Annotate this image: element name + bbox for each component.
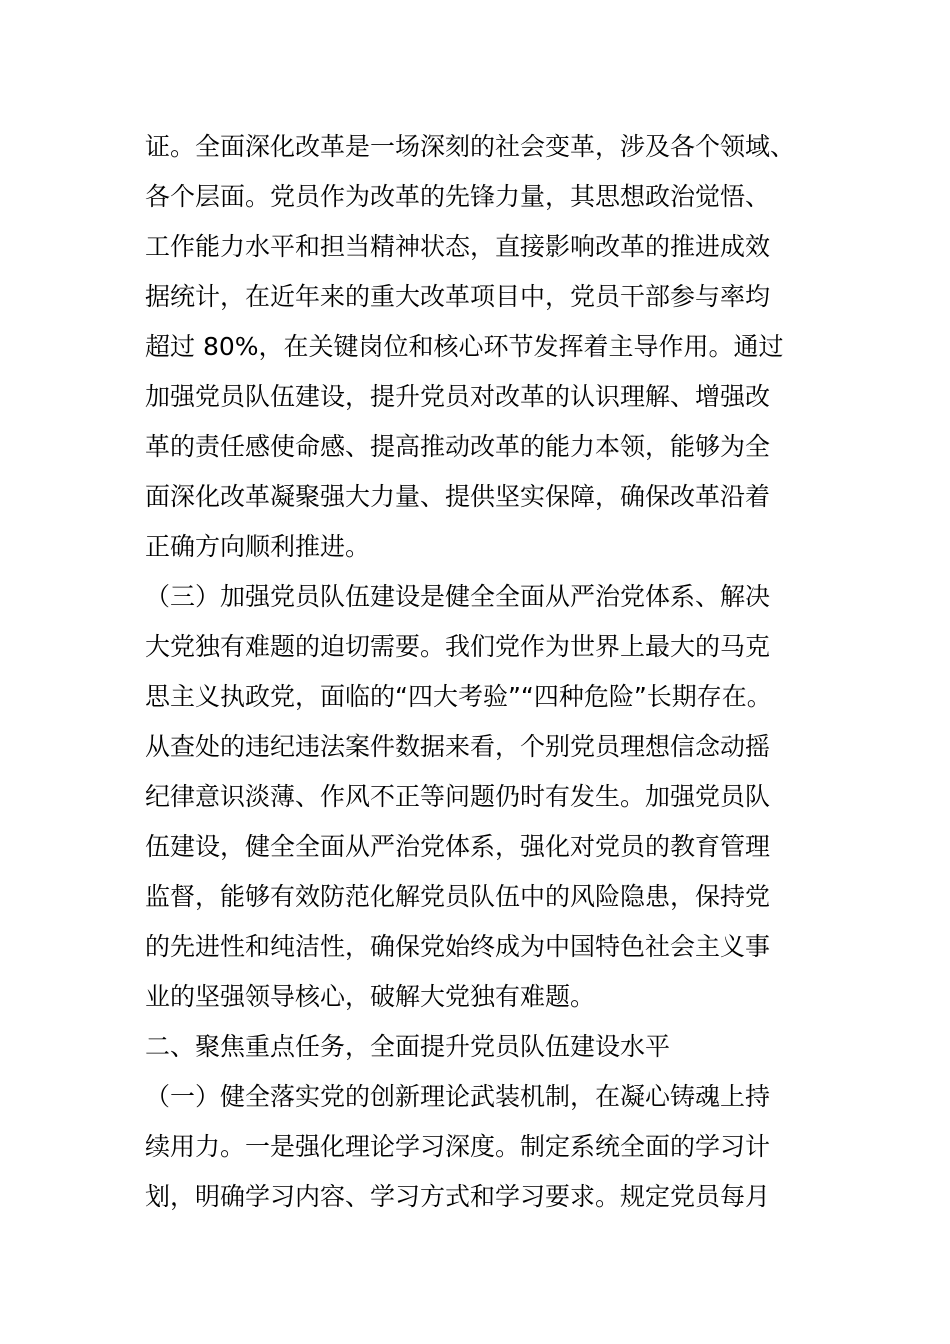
text-line: 续用力。一是强化理论学习深度。制定系统全面的学习计	[145, 1132, 771, 1161]
text-line: 证。全面深化改革是一场深刻的社会变革，涉及各个领域、	[145, 132, 796, 161]
text-line: 加强党员队伍建设，提升党员对改革的认识理解、增强改	[145, 382, 771, 411]
text-line: 超过 80%，在关键岗位和核心环节发挥着主导作用。通过	[145, 332, 784, 361]
text-line: 划，明确学习内容、学习方式和学习要求。规定党员每月	[145, 1182, 771, 1211]
section-heading: （三）加强党员队伍建设是健全全面从严治党体系、解决	[145, 582, 771, 611]
text-line: 面深化改革凝聚强大力量、提供坚实保障，确保改革沿着	[145, 482, 771, 511]
section-heading: （一）健全落实党的创新理论武装机制，在凝心铸魂上持	[145, 1082, 771, 1111]
text-line: 正确方向顺利推进。	[145, 532, 371, 561]
text-line: 据统计，在近年来的重大改革项目中，党员干部参与率均	[145, 282, 771, 311]
text-line: 思主义执政党，面临的“四大考验”“四种危险”长期存在。	[145, 682, 772, 711]
text-line: 工作能力水平和担当精神状态，直接影响改革的推进成效	[145, 232, 771, 261]
text-line: 业的坚强领导核心，破解大党独有难题。	[145, 982, 596, 1011]
text-line: 大党独有难题的迫切需要。我们党作为世界上最大的马克	[145, 632, 771, 661]
chapter-heading: 二、聚焦重点任务，全面提升党员队伍建设水平	[145, 1032, 671, 1061]
text-line: 各个层面。党员作为改革的先锋力量，其思想政治觉悟、	[145, 182, 771, 211]
text-line: 的先进性和纯洁性，确保党始终成为中国特色社会主义事	[145, 932, 771, 961]
body-text	[145, 122, 825, 1222]
text-line: 从查处的违纪违法案件数据来看，个别党员理想信念动摇	[145, 732, 771, 761]
text-line: 革的责任感使命感、提高推动改革的能力本领，能够为全	[145, 432, 771, 461]
text-line: 纪律意识淡薄、作风不正等问题仍时有发生。加强党员队	[145, 782, 771, 811]
text-line: 伍建设，健全全面从严治党体系，强化对党员的教育管理	[145, 832, 771, 861]
text-line: 监督，能够有效防范化解党员队伍中的风险隐患，保持党	[145, 882, 771, 911]
